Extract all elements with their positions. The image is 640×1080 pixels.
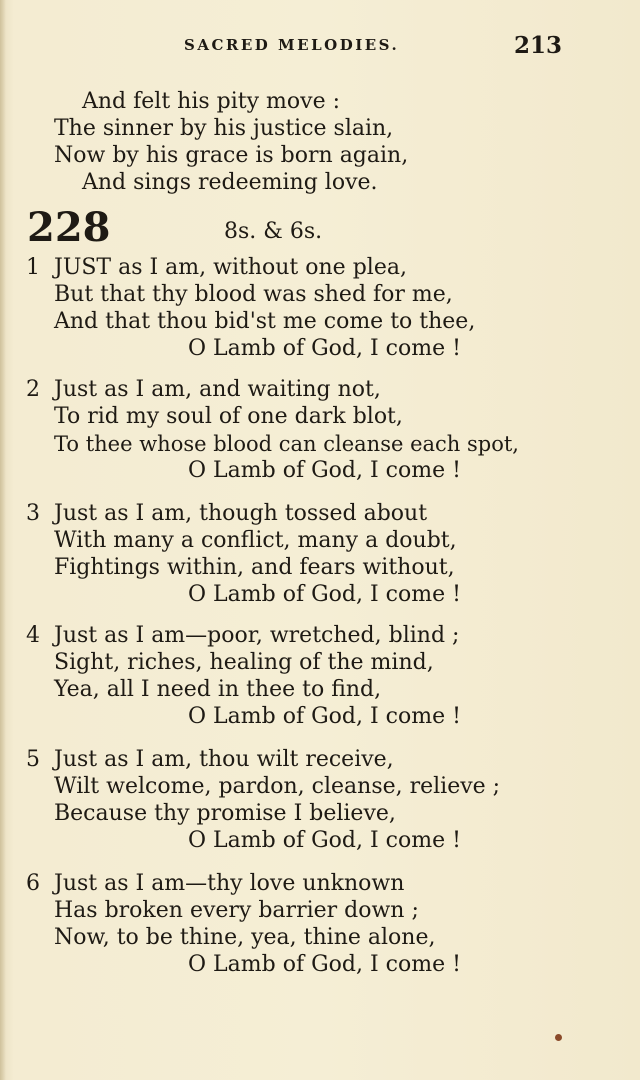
verse-line: But that thy blood was shed for me, — [54, 282, 453, 307]
verse-line: Now by his grace is born again, — [54, 143, 409, 168]
verse-number: 3 — [26, 501, 40, 526]
hymn-number: 228 — [27, 204, 111, 251]
verse-line: To rid my soul of one dark blot, — [54, 404, 403, 429]
verse-line: JUST as I am, without one plea, — [54, 255, 407, 280]
verse-line: Just as I am—poor, wretched, blind ; — [54, 623, 460, 648]
ink-dot — [555, 1034, 562, 1041]
refrain-line: O Lamb of God, I come ! — [188, 952, 461, 977]
verse-number: 5 — [26, 747, 40, 772]
verse-line: And that thou bid'st me come to thee, — [54, 309, 476, 334]
verse-line: With many a conflict, many a doubt, — [54, 528, 457, 553]
refrain-line: O Lamb of God, I come ! — [188, 828, 461, 853]
hymn-meter: 8s. & 6s. — [224, 219, 323, 244]
verse-line: Fightings within, and fears without, — [54, 555, 455, 580]
verse-line: Wilt welcome, pardon, cleanse, relieve ; — [54, 774, 501, 799]
page-binding-edge — [0, 0, 6, 1080]
verse-line: Sight, riches, healing of the mind, — [54, 650, 434, 675]
verse-line: And sings redeeming love. — [82, 170, 378, 195]
verse-line: Just as I am, thou wilt receive, — [54, 747, 394, 772]
verse-number: 1 — [26, 255, 40, 280]
verse-line: Because thy promise I believe, — [54, 801, 396, 826]
verse-number: 4 — [26, 623, 40, 648]
page-number: 213 — [513, 32, 562, 59]
verse-line: Now, to be thine, yea, thine alone, — [54, 925, 436, 950]
verse-line: The sinner by his justice slain, — [54, 116, 394, 141]
verse-line: Has broken every barrier down ; — [54, 898, 419, 923]
refrain-line: O Lamb of God, I come ! — [188, 582, 461, 607]
verse-line: Just as I am, though tossed about — [54, 501, 428, 526]
verse-line: Yea, all I need in thee to find, — [54, 677, 382, 702]
running-head: SACRED MELODIES. — [184, 36, 400, 54]
verse-number: 2 — [26, 377, 40, 402]
refrain-line: O Lamb of God, I come ! — [188, 458, 461, 483]
verse-line: And felt his pity move : — [82, 89, 340, 114]
refrain-line: O Lamb of God, I come ! — [188, 336, 461, 361]
verse-line: Just as I am, and waiting not, — [54, 377, 381, 402]
page-header — [0, 32, 640, 62]
verse-line: Just as I am—thy love unknown — [54, 871, 405, 896]
verse-line: To thee whose blood can cleanse each spot, — [54, 432, 519, 456]
refrain-line: O Lamb of God, I come ! — [188, 704, 461, 729]
verse-number: 6 — [26, 871, 40, 896]
hymn-heading — [0, 204, 640, 254]
